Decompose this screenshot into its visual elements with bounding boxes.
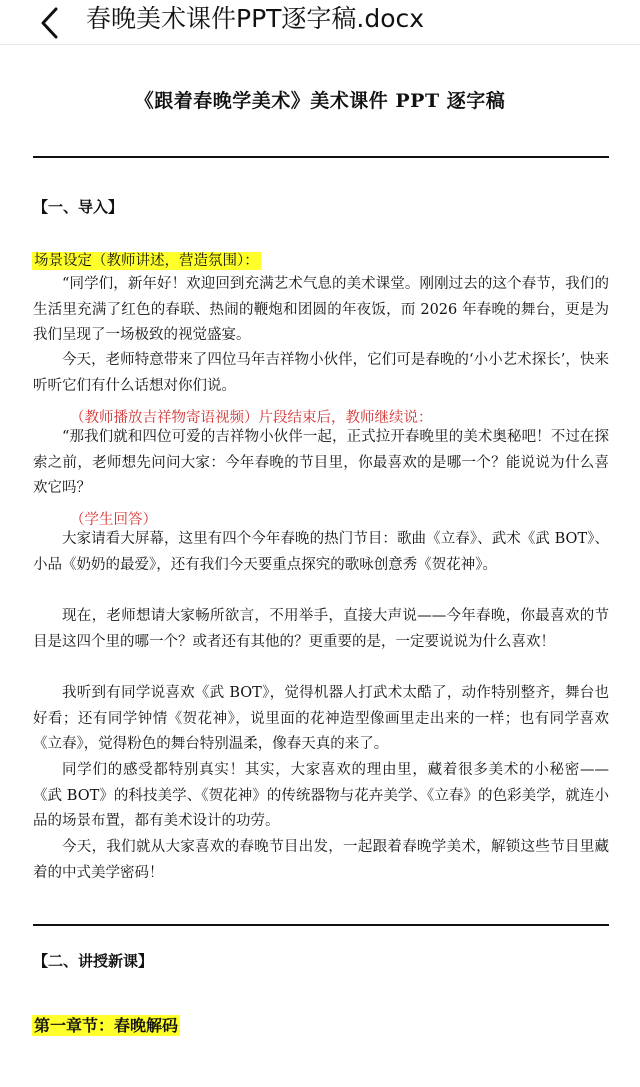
section-heading-intro: 【一、导入】 (33, 198, 124, 216)
document-filename: 春晚美术课件PPT逐字稿.docx (86, 4, 425, 33)
paragraph-3: “那我们就和四位可爱的吉祥物小伙伴一起，正式拉开春晚里的美术奥秘吧！不过在探索之前，老师想先问问大家：今年春晚的节目里，你最喜欢的是哪一个？能说说为什么喜欢它吗？ (33, 429, 609, 496)
scene-label-text: 场景设定（教师讲述，营造氛围）： (34, 253, 259, 269)
back-arrow-icon[interactable] (34, 6, 68, 40)
paragraph-1: “同学们，新年好！欢迎回到充满艺术气息的美术课堂。刚刚过去的这个春节，我们的生活里充满了红色的春联、热闹的鞭炮和团圆的年夜饭，而 2026 年春晚的舞台，更是为我们呈现了一场极致的视觉盛宴。 (33, 276, 609, 343)
paragraph-2: 今天，老师特意带来了四位马年吉祥物小伙伴，它们可是春晚的‘小小艺术探长’，快来听听它们有什么话想对你们说。 (33, 352, 609, 394)
chapter-heading-text: 第一章节：春晚解码 (34, 1016, 179, 1035)
top-bar (0, 0, 640, 45)
paragraph-7: 同学们的感受都特别真实！其实，大家喜欢的理由里，藏着很多美术的小秘密——《武 BOT》的科技美学、《贺花神》的传统器物与花卉美学、《立春》的色彩美学，就连小品的场景布置，都有美术设计的功劳。 (33, 762, 609, 829)
paragraph-8: 今天，我们就从大家喜欢的春晚节目出发，一起跟着春晚学美术，解锁这些节目里藏着的中式美学密码！ (33, 839, 609, 881)
paragraph-6: 我听到有同学说喜欢《武 BOT》，觉得机器人打武术太酷了，动作特别整齐，舞台也好看；还有同学钟情《贺花神》，说里面的花神造型像画里走出来的一样；也有同学喜欢《立春》，觉得粉色的舞台特别温柔，像春天真的来了。 (33, 685, 609, 752)
paragraph-5: 现在，老师想请大家畅所欲言，不用举手，直接大声说——今年春晚，你最喜欢的节目是这四个里的哪一个？或者还有其他的？更重要的是，一定要说说为什么喜欢！ (33, 608, 609, 650)
paragraph-4: 大家请看大屏幕，这里有四个今年春晚的热门节目：歌曲《立春》、武术《武 BOT》、小品《奶奶的最爱》，还有我们今天要重点探究的歌咏创意秀《贺花神》。 (33, 531, 609, 573)
divider (33, 924, 609, 926)
teacher-note: （教师播放吉祥物寄语视频）片段结束后，教师继续说： (70, 410, 433, 426)
section-heading-new-lesson: 【二、讲授新课】 (33, 952, 154, 970)
student-answer-note: （学生回答） (70, 512, 157, 528)
chapter-heading (32, 1013, 180, 1036)
document-title: 《跟着春晚学美术》美术课件 PPT 逐字稿 (134, 90, 506, 112)
scene-label (32, 249, 261, 270)
document-body[interactable] (0, 44, 640, 1087)
divider (33, 156, 609, 158)
